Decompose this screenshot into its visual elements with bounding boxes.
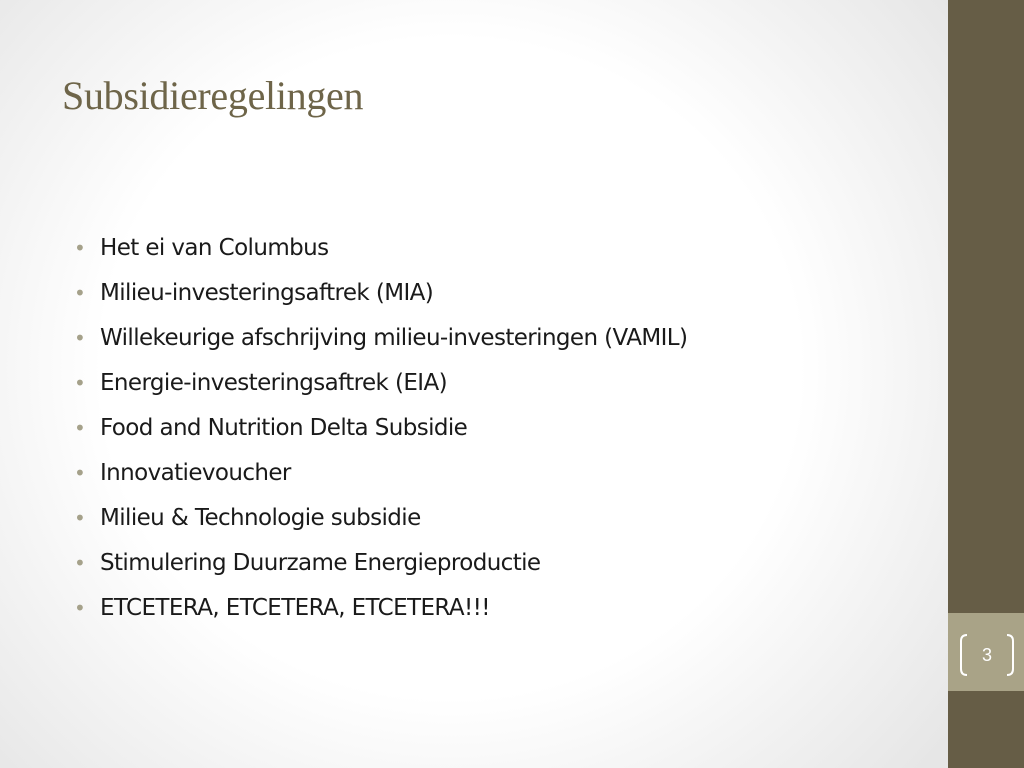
bullet-item [70,316,687,361]
bullet-item [70,271,687,316]
bullet-dot-icon: • [74,506,86,530]
bullet-item [70,406,687,451]
bullet-item [70,361,687,406]
bullet-dot-icon: • [74,326,86,350]
bullet-text: Willekeurige afschrijving milieu-investeringen (VAMIL) [100,325,688,351]
page-number: 3 [981,645,992,665]
bullet-text: Het ei van Columbus [100,235,329,261]
bullet-text: ETCETERA, ETCETERA, ETCETERA!!! [100,595,490,621]
bullet-text: Innovatievoucher [100,460,291,486]
slide-title: Subsidieregelingen [62,73,364,118]
bullet-dot-icon: • [74,461,86,485]
bullet-item [70,451,687,496]
bullet-item [70,541,687,586]
bullet-dot-icon: • [74,281,86,305]
bullet-text: Milieu & Technologie subsidie [100,505,421,531]
bullet-text: Stimulering Duurzame Energieproductie [100,550,541,576]
bullet-text: Energie-investeringsaftrek (EIA) [100,370,447,396]
bullet-text: Milieu-investeringsaftrek (MIA) [100,280,434,306]
bullet-list [70,226,687,631]
bullet-dot-icon: • [74,416,86,440]
bullet-item [70,496,687,541]
bullet-dot-icon: • [74,551,86,575]
bullet-dot-icon: • [74,371,86,395]
bullet-item [70,226,687,271]
bullet-item [70,586,687,631]
bullet-text: Food and Nutrition Delta Subsidie [100,415,468,441]
bullet-dot-icon: • [74,596,86,620]
bullet-dot-icon: • [74,236,86,260]
